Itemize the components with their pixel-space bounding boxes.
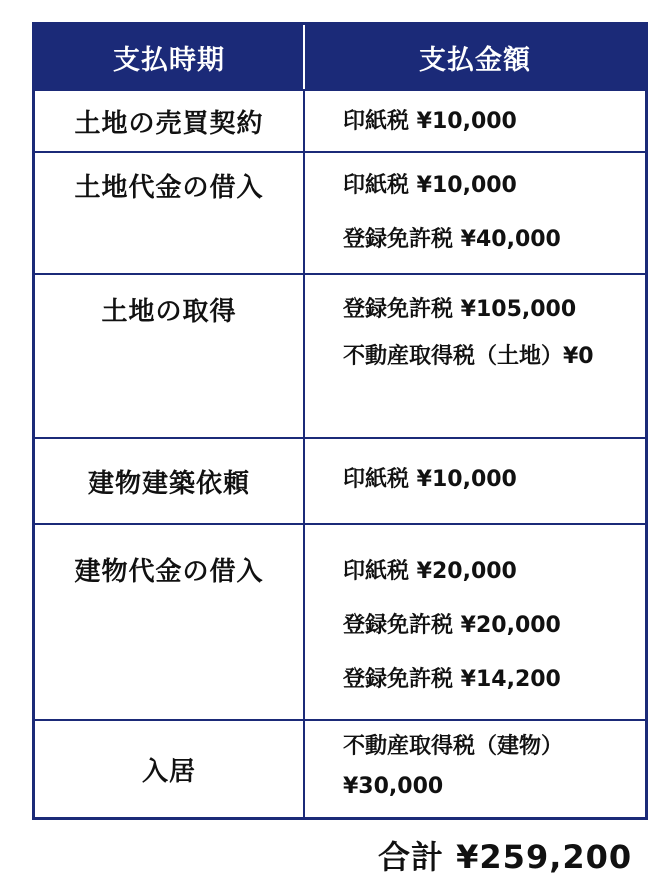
table-row bbox=[35, 523, 645, 719]
tax-table bbox=[32, 22, 648, 820]
header-amount: 支払金額 bbox=[419, 44, 531, 76]
amount-item: 登録免許税 ¥105,000 bbox=[343, 297, 577, 322]
amount-item: 不動産取得税（建物）¥30,000 bbox=[343, 734, 564, 799]
amount-cell bbox=[305, 91, 645, 151]
table-header bbox=[35, 25, 645, 89]
period-cell: 土地代金の借入 bbox=[35, 153, 305, 273]
amount-item: 印紙税 ¥10,000 bbox=[343, 109, 517, 134]
amount-item: 印紙税 ¥10,000 bbox=[343, 173, 517, 198]
amount-cell bbox=[305, 439, 645, 523]
header-period: 支払時期 bbox=[35, 25, 305, 89]
amount-item: 印紙税 ¥10,000 bbox=[343, 467, 517, 492]
amount-item: 登録免許税 ¥40,000 bbox=[343, 227, 561, 252]
amount-item: 登録免許税 ¥20,000 bbox=[343, 613, 561, 638]
table-row bbox=[35, 719, 645, 817]
amount-item: 不動産取得税（土地）¥0 bbox=[343, 344, 594, 369]
table-row bbox=[35, 89, 645, 151]
table-row bbox=[35, 151, 645, 273]
period-cell: 土地の取得 bbox=[35, 275, 305, 437]
period-cell: 建物代金の借入 bbox=[35, 525, 305, 719]
amount-cell bbox=[305, 153, 645, 273]
table-row bbox=[35, 437, 645, 523]
period-cell: 入居 bbox=[35, 721, 305, 817]
amount-cell bbox=[305, 275, 645, 437]
amount-cell bbox=[305, 525, 645, 719]
period-cell: 建物建築依頼 bbox=[35, 439, 305, 523]
total-amount: 合計 ¥259,200 bbox=[378, 838, 633, 876]
table-row bbox=[35, 273, 645, 437]
amount-item: 登録免許税 ¥14,200 bbox=[343, 667, 561, 692]
amount-cell bbox=[305, 721, 645, 817]
period-cell: 土地の売買契約 bbox=[35, 91, 305, 151]
amount-item: 印紙税 ¥20,000 bbox=[343, 559, 517, 584]
